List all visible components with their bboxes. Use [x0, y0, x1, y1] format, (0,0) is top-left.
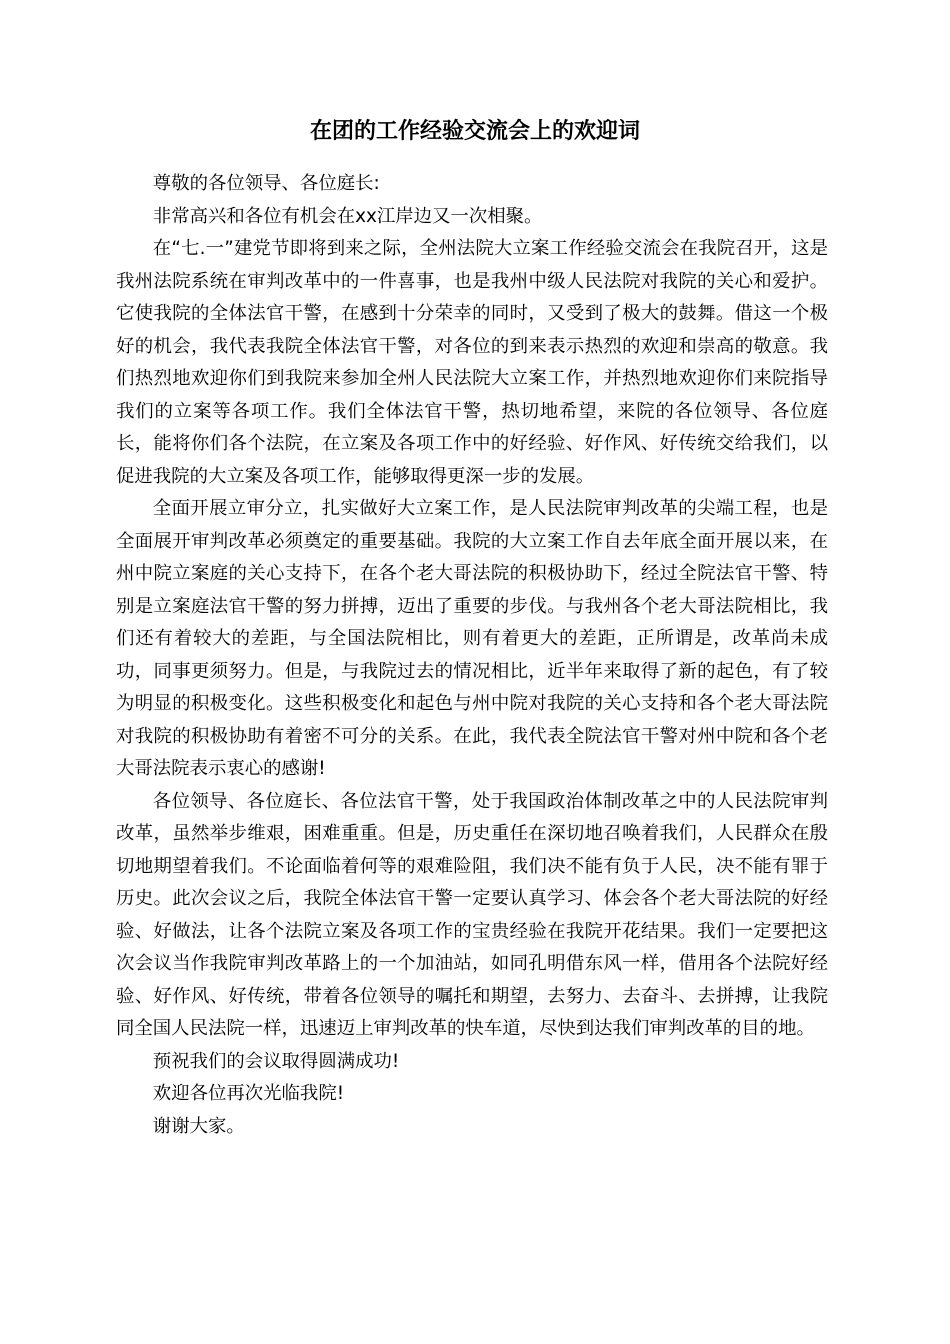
- closing-welcome: 欢迎各位再次光临我院!: [152, 1083, 345, 1104]
- closing-wish: 预祝我们的会议取得圆满成功!: [152, 1050, 400, 1072]
- opening-greeting: 非常高兴和各位有机会在xx江岸边又一次相聚。: [152, 205, 543, 227]
- document-body: [116, 168, 828, 1143]
- closing-thanks: 谢谢大家。: [152, 1115, 245, 1137]
- document-title: 在团的工作经验交流会上的欢迎词: [309, 119, 640, 144]
- salutation: 尊敬的各位领导、各位庭长:: [152, 173, 380, 194]
- body-paragraph: 各位领导、各位庭长、各位法官干警，处于我国政治体制改革之中的人民法院审判改革，虽然举步维艰，困难重重。但是，历史重任在深切地召唤着我们，人民群众在殷切地期望着我们。不论面临着何等的艰难险阻，我们决不能有负于人民，决不能有罪于历史。此次会议之后，我院全体法官干警一定要认真学习、体会各个老大哥法院的好经验、好做法，让各个法院立案及各项工作的宝贵经验在我院开花结果。我们一定要把这次会议当作我院审判改革路上的一个加油站，如同孔明借东风一样，借用各个法院好经验、好作风、好传统，带着各位领导的嘱托和期望，去努力、去奋斗、去拼搏，让我院同全国人民法院一样，迅速迈上审判改革的快车道，尽快到达我们审判改革的目的地。: [116, 790, 828, 1039]
- body-paragraph: 在“七.一”建党节即将到来之际，全州法院大立案工作经验交流会在我院召开，这是我州法院系统在审判改革中的一件喜事，也是我州中级人民法院对我院的关心和爱护。它使我院的全体法官干警，在感到十分荣幸的同时，又受到了极大的鼓舞。借这一个极好的机会，我代表我院全体法官干警，对各位的到来表示热烈的欢迎和崇高的敬意。我们热烈地欢迎你们到我院来参加全州人民法院大立案工作，并热烈地欢迎你们来院指导我们的立案等各项工作。我们全体法官干警，热切地希望，来院的各位领导、各位庭长，能将你们各个法院，在立案及各项工作中的好经验、好作风、好传统交给我们，以促进我院的大立案及各项工作，能够取得更深一步的发展。: [116, 238, 828, 487]
- body-paragraph: 全面开展立审分立，扎实做好大立案工作，是人民法院审判改革的尖端工程，也是全面展开审判改革必须奠定的重要基础。我院的大立案工作自去年底全面开展以来，在州中院立案庭的关心支持下，在各个老大哥法院的积极协助下，经过全院法官干警、特别是立案庭法官干警的努力拼搏，迈出了重要的步伐。与我州各个老大哥法院相比，我们还有着较大的差距，与全国法院相比，则有着更大的差距，正所谓是，改革尚未成功，同事更须努力。但是，与我院过去的情况相比，近半年来取得了新的起色，有了较为明显的积极变化。这些积极变化和起色与州中院对我院的关心支持和各个老大哥法院对我院的积极协助有着密不可分的关系。在此，我代表全院法官干警对州中院和各个老大哥法院表示衷心的感谢!: [116, 498, 828, 779]
